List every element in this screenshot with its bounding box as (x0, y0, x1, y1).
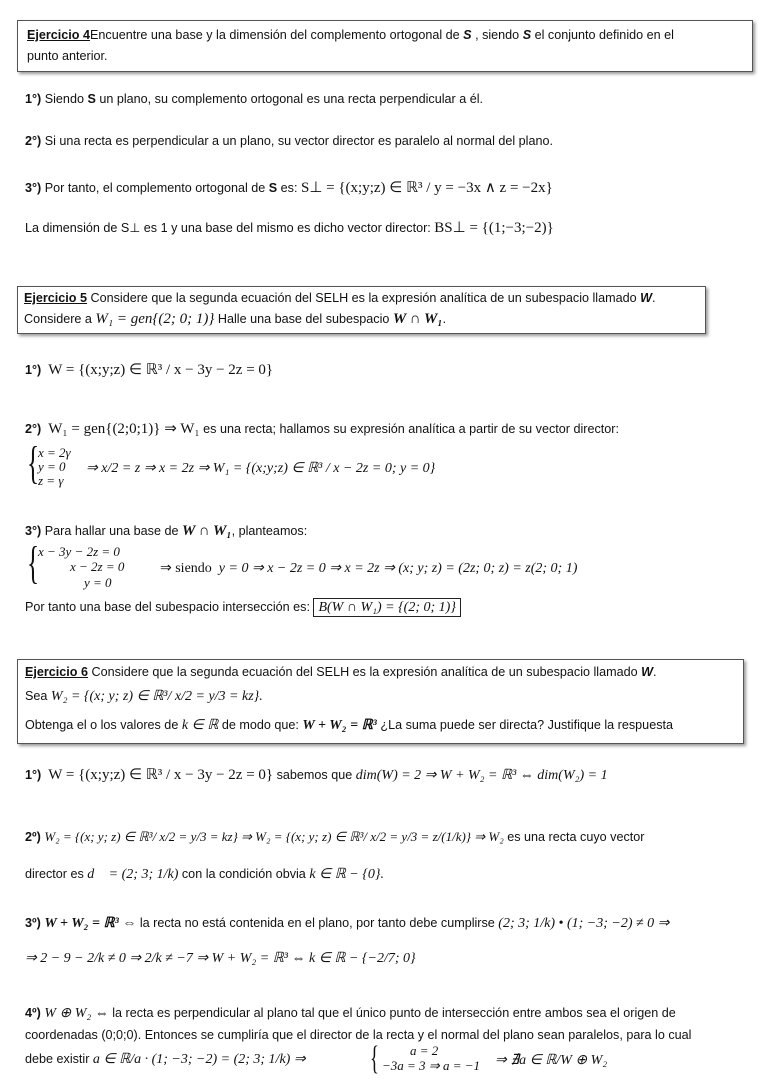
system1-eq2: y = 0 (38, 459, 66, 474)
exercise-5-line2: Considere a W₁ = gen{(2; 0; 1)} Halle una base del subespacio W ∩ W₁. (24, 311, 447, 327)
sol6-step4b: coordenadas (0;0;0). Entonces se cumpliría que el director de la recta y el normal del plano sean paralelos, para lo cual (25, 1028, 692, 1042)
exercise-4-box (17, 20, 753, 72)
sol6-step2b: director es d⃗ = (2; 3; 1/k) con la condición obvia k ∈ ℝ − {0}. (25, 867, 384, 882)
sol6-step4c: debe existir a ∈ ℝ/a · (1; −3; −2) = (2; 3; 1/k) ⇒ (25, 1052, 306, 1067)
exercise-6-line1: Ejercicio 6 Considere que la segunda ecuación del SELH es la expresión analítica de un subespacio llamado W. (25, 665, 657, 679)
sol4-step2: 2°) Si una recta es perpendicular a un plano, su vector director es paralelo al normal del plano. (25, 134, 553, 148)
system1-tail: ⇒ x/2 = z ⇒ x = 2z ⇒ W₁ = {(x;y;z) ∈ ℝ³ / x − 2z = 0; y = 0} (86, 461, 436, 476)
exercise-4-line1: Ejercicio 4Encuentre una base y la dimensión del complemento ortogonal de S , siendo S el conjunto definido en el (27, 28, 674, 42)
system3-eq2: −3a = 3 ⇒ a = −1 (382, 1058, 480, 1073)
sol4-step4: La dimensión de S⊥ es 1 y una base del mismo es dicho vector director: BS⊥ = {(1;−3;−2)} (25, 220, 554, 236)
system3-brace: { (370, 1040, 379, 1077)
sol5-step2: 2°) W₁ = gen{(2;0;1)} ⇒ W₁ es una recta; hallamos su expresión analítica a partir de su vector director: (25, 421, 619, 437)
system1-brace: { (27, 437, 40, 488)
sol4-step3: 3°) Por tanto, el complemento ortogonal de S es: S⊥ = {(x;y;z) ∈ ℝ³ / y = −3x ∧ z = −2x} (25, 180, 553, 196)
exercise-6-line3: Obtenga el o los valores de k ∈ ℝ de modo que: W + W₂ = ℝ³ ¿La suma puede ser directa? Justifique la respuesta (25, 718, 673, 733)
system2-eq2: x − 2z = 0 (70, 559, 125, 574)
system2-eq3: y = 0 (84, 575, 112, 590)
sol6-step1: 1°) W = {(x;y;z) ∈ ℝ³ / x − 3y − 2z = 0} sabemos que dim(W) = 2 ⇒ W + W₂ = ℝ³ ⇔ dim(W₂) = 1 (25, 767, 608, 783)
sol6-step4: 4º) W ⊕ W₂ ⇔ la recta es perpendicular al plano tal que el único punto de intersección entre ambos sea el origen de (25, 1006, 676, 1021)
system3-eq1: a = 2 (410, 1043, 439, 1058)
exercise-5-title: Ejercicio 5 (24, 291, 88, 305)
result-box: B(W ∩ W₁) = {(2; 0; 1)} (313, 598, 460, 617)
sol6-step3b: ⇒ 2 − 9 − 2/k ≠ 0 ⇒ 2/k ≠ −7 ⇒ W + W₂ = ℝ³ ⇔ k ∈ ℝ − {−2/7; 0} (25, 951, 416, 966)
system1-eq1: x = 2γ (38, 445, 71, 460)
exercise-4-title: Ejercicio 4 (27, 28, 91, 42)
sol4-step1: 1°) Siendo S un plano, su complemento ortogonal es una recta perpendicular a él. (25, 92, 484, 106)
system2-brace: { (27, 537, 40, 588)
exercise-4-line2: punto anterior. (27, 49, 108, 63)
system1-eq3: z = γ (38, 473, 64, 488)
sol5-step1: 1°) W = {(x;y;z) ∈ ℝ³ / x − 3y − 2z = 0} (25, 362, 274, 378)
system3-tail: ⇒ ∄a ∈ ℝ/W ⊕ W₂ (495, 1053, 608, 1068)
exercise-5-line1: Ejercicio 5 Considere que la segunda ecuación del SELH es la expresión analítica de un subespacio llamado W. (24, 291, 656, 305)
exercise-6-line2: Sea W₂ = {(x; y; z) ∈ ℝ³/ x/2 = y/3 = kz}. (25, 689, 263, 704)
exercise-5-box (17, 286, 706, 334)
sol5-conclusion: Por tanto una base del subespacio intersección es: B(W ∩ W₁) = {(2; 0; 1)} (25, 600, 461, 616)
exercise-6-title: Ejercicio 6 (25, 665, 89, 679)
system2-tail: ⇒ siendo y = 0 ⇒ x − 2z = 0 ⇒ x = 2z ⇒ (x; y; z) = (2z; 0; z) = z(2; 0; 1) (160, 561, 578, 576)
exercise-6-box (17, 659, 744, 744)
system2-eq1: x − 3y − 2z = 0 (38, 544, 120, 559)
sol6-step2: 2º) W₂ = {(x; y; z) ∈ ℝ³/ x/2 = y/3 = kz} ⇒ W₂ = {(x; y; z) ∈ ℝ³/ x/2 = y/3 = z/(1/k)} ⇒ W₂ es una recta cuyo vector (25, 829, 645, 844)
sol5-step3: 3°) Para hallar una base de W ∩ W₁, planteamos: (25, 523, 308, 539)
sol6-step3: 3º) W + W₂ = ℝ³ ⇔ la recta no está contenida en el plano, por tanto debe cumplirse (2; 3; 1/k) • (1; −3; −2) ≠ 0 ⇒ (25, 916, 670, 931)
